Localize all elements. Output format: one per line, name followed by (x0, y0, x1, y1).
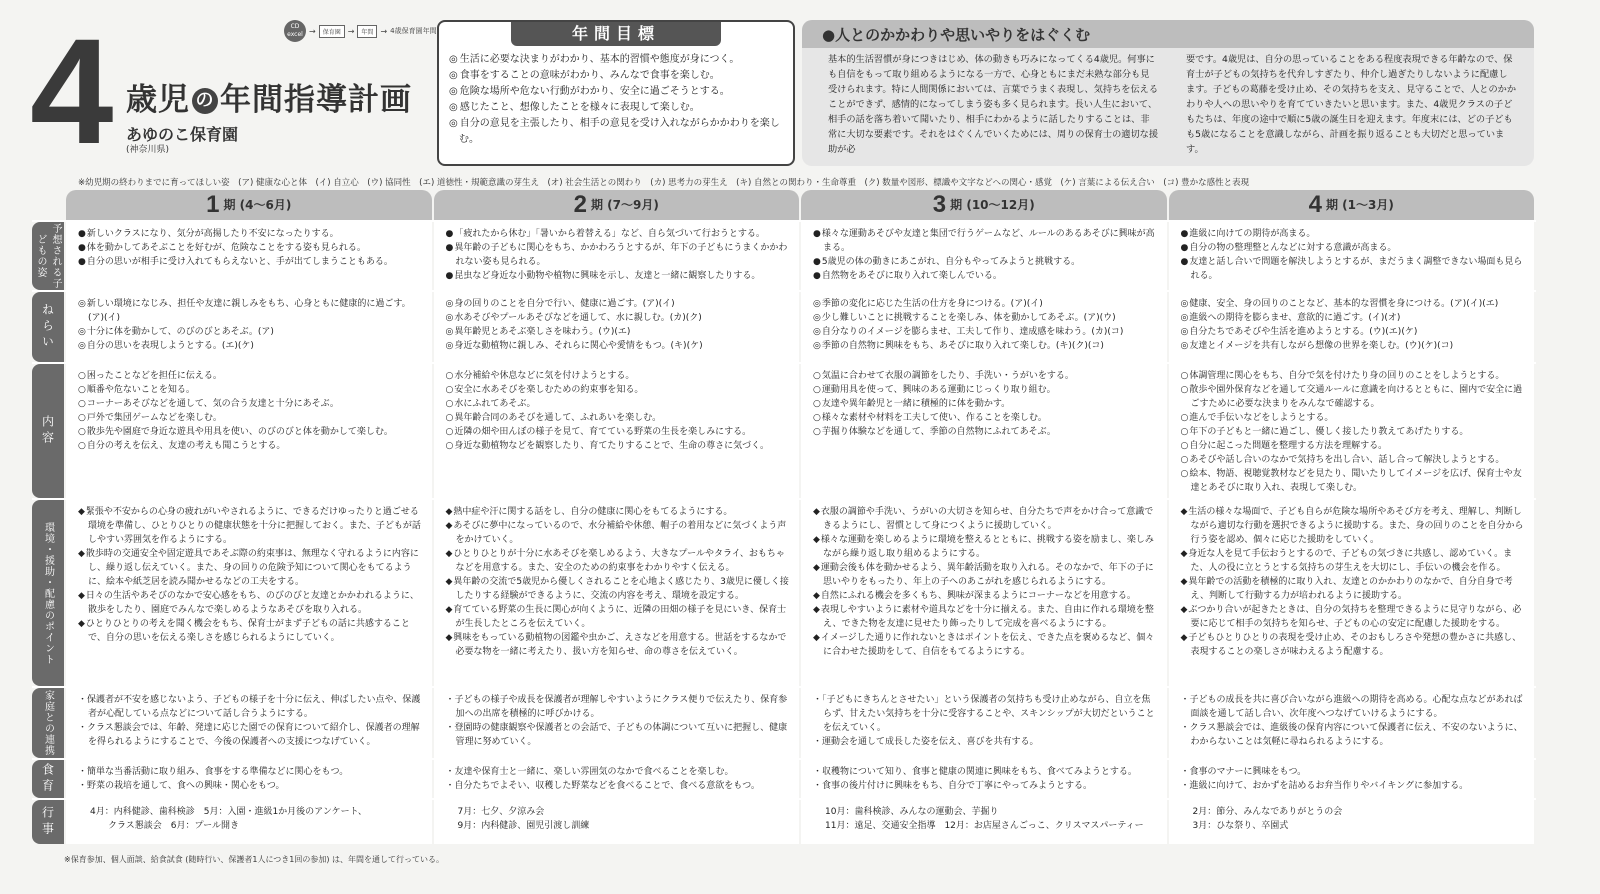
annual-goal-item: ◎ 自分の意見を主張したり、相手の意見を受け入れながらかかわりを楽しむ。 (459, 116, 783, 148)
cell-item: ◆ 異年齢での活動を積極的に取り入れ、友達とのかかわりのなかで、自分自身で考え、判断して行動する力が培われるように援助する。 (1181, 575, 1525, 603)
theme-box (802, 20, 1534, 166)
cell-yoso-phase-2 (434, 222, 800, 290)
annual-goal-item: ◎ 感じたこと、想像したことを様々に表現して楽しむ。 (459, 100, 783, 116)
cell-naiyo-phase-2 (434, 364, 800, 498)
phase-period: 期 (7〜9月) (591, 198, 659, 212)
cell-item: ◆ ひとりひとりの考えを聞く機会をもち、保育士がまず子どもの話に共感することで、自分の思いを伝える楽しさを感じられるようにしていく。 (78, 617, 422, 645)
cell-item: 11月：遠足、交通安全指導 12月：お店屋さんごっこ、クリスマスパーティー (825, 821, 1144, 831)
phase-period: 期 (1〜3月) (1326, 198, 1394, 212)
cell-shokuiku-phase-4 (1169, 760, 1535, 798)
cell-item: ◎ 季節の変化に応じた生活の仕方を身につける。(ア)(イ) (813, 297, 1157, 311)
theme-title: ●人とのかかわりや思いやりをはぐくむ (802, 20, 1534, 48)
cell-item: ○ 散歩や園外保育などを通して交通ルールに意識を向けるとともに、園内で安全に過ごすために必要な決まりをみんなで確認する。 (1181, 383, 1525, 411)
cell-item: 4月：内科健診、歯科検診 5月：入園・進級1か月後のアンケート、 (90, 807, 367, 817)
cell-item: ○ 異年齢合同のあそびを通して、ふれあいを楽しむ。 (446, 411, 790, 425)
arrow-icon: → (309, 26, 316, 36)
row-label: 内容 (32, 364, 64, 498)
file-name: 4歳保育園年間 (390, 27, 437, 35)
cell-naiyo-phase-4 (1169, 364, 1535, 498)
cell-item: ・ 保護者が不安を感じないよう、子どもの様子を十分に伝え、伸ばしたい点や、保護者が心配している点などについて話し合うようにする。 (78, 693, 422, 721)
cell-item: ● 体を動かしてあそぶことを好むが、危険なことをする姿も見られる。 (78, 241, 422, 255)
folder-icon: 年間 (357, 25, 377, 38)
theme-text-right: 要です。4歳児は、自分の思っていることをある程度表現できる年齢なので、保育士が子どもの気持ちを代弁しすぎたり、仲介し過ぎたりしないように配慮します。子どもの葛藤を受け止め、その気持ちを支え、見守ることで、人とのかかわりや人への思いやりを育てていきたいと思います。また、4歳児クラスの子どもたちは、年度の途中で順に5歳の誕生日を迎えます。年度末には、どの子どもも5歳になることを意識しながら、計画を振り返ることも大切だと思っています。 (1186, 54, 1517, 155)
annual-goals-list (439, 52, 793, 148)
cell-katei-phase-4 (1169, 688, 1535, 758)
cell-item: ・ クラス懇談会では、年齢、発達に応じた園での保育について紹介し、保護者の理解を得られるようにすることで、今後の保護者への支援につなげていく。 (78, 721, 422, 749)
cell-item: ◎ 身近な動植物に親しみ、それらに関心や愛情をもつ。(キ)(ケ) (446, 339, 790, 353)
row-aims (32, 290, 1536, 362)
cell-item: ○ 戸外で集団ゲームなどを楽しむ。 (78, 411, 422, 425)
cell-item: ◆ 熱中症や汗に関する話をし、自分の健康に関心をもてるようにする。 (446, 505, 790, 519)
cell-nerai-phase-1 (66, 292, 432, 362)
cell-item: 7月：七夕、夕涼み会 (457, 807, 545, 817)
cell-item: ・ 収穫物について知り、食事と健康の関連に興味をもち、食べてみようとする。 (813, 765, 1157, 779)
cell-item: ○ 順番や危ないことを知る。 (78, 383, 422, 397)
phase-number: 4 (1308, 191, 1322, 218)
cell-item: ・ 子どもの様子や成長を保護者が理解しやすいようにクラス便りで伝えたり、保育参加への出席を積極的に呼びかける。 (446, 693, 790, 721)
cell-item: 2月：節分、みんなでありがとうの会 (1192, 807, 1343, 817)
cell-item: ● 昆虫など身近な小動物や植物に興味を示し、友達と一緒に観察したりする。 (446, 269, 790, 283)
cell-item: 10月：歯科検診、みんなの運動会、芋掘り (825, 807, 999, 817)
file-path (284, 20, 437, 42)
row-label: 食育 (32, 760, 64, 798)
row-label: ねらい (32, 292, 64, 362)
cell-gyoji-phase-2 (434, 800, 800, 844)
cell-item: ・ 食事のマナーに興味をもつ。 (1181, 765, 1525, 779)
cell-item: ◎ 進級への期待を膨らませ、意欲的に過ごす。(イ)(オ) (1181, 311, 1525, 325)
cell-item: ◆ 様々な運動を楽しめるように環境を整えるとともに、挑戦する姿を励まし、楽しみながら繰り返し取り組めるようにする。 (813, 533, 1157, 561)
annual-goals-box (437, 20, 795, 166)
cell-item: ◎ 十分に体を動かして、のびのびとあそぶ。(ア) (78, 325, 422, 339)
cell-item: ・ 自分たちでよそい、収穫した野菜などを食べることで、食べる意欲をもつ。 (446, 779, 790, 793)
cell-item: ● 友達と話し合いで問題を解決しようとするが、まだうまく調整できない場面も見られる。 (1181, 255, 1525, 283)
cell-nerai-phase-2 (434, 292, 800, 362)
cell-item: ○ コーナーあそびなどを通して、気の合う友達と十分にあそぶ。 (78, 397, 422, 411)
cell-gyoji-phase-3 (801, 800, 1167, 844)
cell-shokuiku-phase-3 (801, 760, 1167, 798)
cell-item: ◆ 散歩時の交通安全や固定遊具であそぶ際の約束事は、無理なく守れるように内容にし、繰り返し伝えていく。また、身の回りの危険予知について関心をもてるように、絵本や紙芝居を読み聞かせるなどの工夫をする。 (78, 547, 422, 589)
cell-item: ○ 近隣の畑や田んぼの様子を見て、育てている野菜の生長を楽しみにする。 (446, 425, 790, 439)
cell-item: ・ 野菜の栽培を通して、食への興味・関心をもつ。 (78, 779, 422, 793)
cell-item: ○ 水にふれてあそぶ。 (446, 397, 790, 411)
cell-item: ○ 自分に起こった問題を整理する方法を理解する。 (1181, 439, 1525, 453)
cell-item: ○ 友達や異年齢児と一緒に積極的に体を動かす。 (813, 397, 1157, 411)
cell-item: ・ 子どもの成長を共に喜び合いながら進級への期待を高める。心配な点などがあれば面談を通して話し合い、次年度へつなげていけるようにする。 (1181, 693, 1525, 721)
cell-item: ◆ 身近な人を見て手伝おうとするので、子どもの気づきに共感し、認めていく。また、人の役に立とうとする気持ちの芽生えを大切にし、手伝いの機会を作る。 (1181, 547, 1525, 575)
cell-item: ◎ 健康、安全、身の回りのことなど、基本的な習慣を身につける。(ア)(イ)(エ) (1181, 297, 1525, 311)
theme-text-left: 基本的生活習慣が身につきはじめ、体の動きも巧みになってくる4歳児。何事にも自信をもって取り組めるようになる一方で、心身ともにまだ未熟な部分も見受けられます。特に人間関係においては、言葉でうまく表現し、気持ちを伝えることができず、感情的になってしまう姿も多く見られます。長い人生において、相手の話を落ち着いて聞いたり、相手にわかるように話したりすることは、非常に大切な要素です。それをはぐくんでいくためには、周りの保育士の適切な援助が必 (828, 54, 1159, 155)
cell-item: ○ 絵本、物語、視聴覚教材などを見たり、聞いたりしてイメージを広げ、保育士や友達とあそびに取り入れ、表現して楽しむ。 (1181, 467, 1525, 495)
cell-item: ● 5歳児の体の動きにあこがれ、自分もやってみようと挑戦する。 (813, 255, 1157, 269)
cell-item: ◆ 自然にふれる機会を多くもち、興味が深まるようにコーナーなどを用意する。 (813, 589, 1157, 603)
cell-item: ○ 身近な動植物などを観察したり、育てたりすることで、生命の尊さに気づく。 (446, 439, 790, 453)
phase-period: 期 (4〜6月) (223, 198, 292, 212)
cell-item: ・ 進級に向けて、おかずを詰めるお弁当作りやバイキングに参加する。 (1181, 779, 1525, 793)
cell-item: ● 様々な運動あそびや友達と集団で行うゲームなど、ルールのあるあそびに興味が高まる。 (813, 227, 1157, 255)
phase-header-2 (434, 190, 800, 220)
cell-katei-phase-1 (66, 688, 432, 758)
row-support-points (32, 498, 1536, 686)
cell-item: ・ 運動会を通して成長した姿を伝え、喜びを共有する。 (813, 735, 1157, 749)
age-number: 4 (30, 7, 114, 175)
cd-label: CD excel (287, 23, 303, 38)
title-main: 年間指導計画 (220, 82, 412, 118)
cell-item: ・ 登園時の健康観察や保護者との会話で、子どもの体調について互いに把握し、健康管理に努めていく。 (446, 721, 790, 749)
phase-number: 2 (573, 191, 587, 218)
cell-item: ◆ 日々の生活やあそびのなかで安心感をもち、のびのびと友達とかかわれるように、散歩をしたり、園庭でみんなで楽しめるようなあそびを取り入れる。 (78, 589, 422, 617)
row-label: 予想される子どもの姿 (32, 222, 64, 290)
row-label: 行事 (32, 800, 64, 844)
cell-nerai-phase-4 (1169, 292, 1535, 362)
page-title (126, 74, 412, 119)
cell-item: ○ 安全に水あそびを楽しむための約束事を知る。 (446, 383, 790, 397)
cell-item: ○ 進んで手伝いなどをしようとする。 (1181, 411, 1525, 425)
cd-icon (284, 20, 306, 42)
cell-item: ◆ イメージした通りに作れないときはポイントを伝え、できた点を褒めるなど、個々に合わせた援助をして、自信をもてるようにする。 (813, 631, 1157, 659)
cell-item: 3月：ひな祭り、卒園式 (1192, 821, 1289, 831)
cell-katei-phase-2 (434, 688, 800, 758)
cell-item: ○ 困ったことなどを担任に伝える。 (78, 369, 422, 383)
annual-goal-item: ◎ 危険な場所や危ない行動がわかり、安全に過ごそうとする。 (459, 84, 783, 100)
annual-goals-title: 年間目標 (511, 22, 721, 46)
folder-icon: 保育園 (319, 25, 345, 38)
cell-katei-phase-3 (801, 688, 1167, 758)
cell-item: ◎ 身の回りのことを自分で行い、健康に過ごす。(ア)(イ) (446, 297, 790, 311)
cell-item: ○ あそびや話し合いのなかで気持ちを出し合い、話し合って解決しようとする。 (1181, 453, 1525, 467)
cell-item: ◆ ぶつかり合いが起きたときは、自分の気持ちを整理できるように見守りながら、必要に応じて相手の気持ちを知らせ、子どもの心の安定に配慮した援助をする。 (1181, 603, 1525, 631)
cell-item: ◆ ひとりひとりが十分に水あそびを楽しめるよう、大きなプールやタライ、おもちゃなどを用意する。また、安全のための約束事をわかりやすく伝える。 (446, 547, 790, 575)
cell-item: ● 新しいクラスになり、気分が高揚したり不安になったりする。 (78, 227, 422, 241)
row-expected-child (32, 220, 1536, 290)
cell-yoso-phase-4 (1169, 222, 1535, 290)
row-content (32, 362, 1536, 498)
cell-item: ● 自分の思いが相手に受け入れてもらえないと、手が出てしまうこともある。 (78, 255, 422, 269)
cell-item: ● 異年齢の子どもに関心をもち、かかわろうとするが、年下の子どもにうまくかかわれない姿も見られる。 (446, 241, 790, 269)
cell-item: ◆ 興味をもっている動植物の図鑑や虫かご、えさなどを用意する。世話をするなかで必要な物を一緒に考えたり、扱い方を知らせ、命の尊さを伝えていく。 (446, 631, 790, 659)
arrow-icon: → (347, 26, 355, 36)
cell-item: ○ 様々な素材や材料を工夫して使い、作ることを楽しむ。 (813, 411, 1157, 425)
cell-shokuiku-phase-1 (66, 760, 432, 798)
cell-item: ◆ 育てている野菜の生長に関心が向くように、近隣の田畑の様子を見にいき、保育士が生長したところを伝えていく。 (446, 603, 790, 631)
cell-item: ◆ 子どもひとりひとりの表現を受け止め、そのおもしろさや発想の豊かさに共感し、表現することの楽しさが味わえるよう配慮する。 (1181, 631, 1525, 659)
row-events (32, 798, 1536, 844)
cell-item: ○ 水分補給や休息などに気を付けようとする。 (446, 369, 790, 383)
cell-naiyo-phase-3 (801, 364, 1167, 498)
cell-kankyo-phase-3 (801, 500, 1167, 686)
cell-item: ◎ 友達とイメージを共有しながら想像の世界を楽しむ。(ウ)(ケ)(コ) (1181, 339, 1525, 353)
cell-kankyo-phase-1 (66, 500, 432, 686)
row-label: 環境・援助・配慮のポイント (32, 500, 64, 686)
cell-naiyo-phase-1 (66, 364, 432, 498)
cell-item: ○ 芋掘り体験などを通して、季節の自然物にふれてあそぶ。 (813, 425, 1157, 439)
phase-header-4 (1169, 190, 1535, 220)
cell-kankyo-phase-2 (434, 500, 800, 686)
footnote: ※保育参加、個人面談、給食試食 (随時行い、保護者1人につき1回の参加) は、年間を通して行っている。 (64, 855, 445, 864)
cell-nerai-phase-3 (801, 292, 1167, 362)
cell-item: ◆ 運動会後も体を動かせるよう、異年齢活動を取り入れる。そのなかで、年下の子に思いやりをもったり、年上の子へのあこがれを感じられるようにする。 (813, 561, 1157, 589)
row-food-education (32, 758, 1536, 798)
annual-goal-item: ◎ 食事をすることの意味がわかり、みんなで食事を楽しむ。 (459, 68, 783, 84)
cell-yoso-phase-3 (801, 222, 1167, 290)
row-label: 家庭との連携 (32, 688, 64, 758)
phase-number: 3 (932, 191, 947, 218)
cell-shokuiku-phase-2 (434, 760, 800, 798)
cell-item: ○ 散歩先や園庭で身近な遊具や用具を使い、のびのびと体を動かして楽しむ。 (78, 425, 422, 439)
phase-period: 期 (10〜12月) (950, 198, 1035, 212)
title-age-suffix: 歳児 (126, 82, 190, 118)
cell-item: ○ 運動用具を使って、興味のある運動にじっくり取り組む。 (813, 383, 1157, 397)
cell-item: ・ 簡単な当番活動に取り組み、食事をする準備などに関心をもつ。 (78, 765, 422, 779)
plan-table (32, 190, 1536, 844)
cell-item: ◎ 水あそびやプールあそびなどを通して、水に親しむ。(カ)(ク) (446, 311, 790, 325)
cell-item: ・ 友達や保育士と一緒に、楽しい雰囲気のなかで食べることを楽しむ。 (446, 765, 790, 779)
cell-item: ◎ 自分の思いを表現しようとする。(エ)(ケ) (78, 339, 422, 353)
cell-item: ・ 食事の後片付けに興味をもち、自分で丁寧にやってみようとする。 (813, 779, 1157, 793)
cell-item: ◆ 緊張や不安からの心身の疲れがいやされるように、できるだけゆったりと過ごせる環境を準備し、ひとりひとりの健康状態を十分に把握しておく。また、子どもが話しやすい雰囲気を作るようにする。 (78, 505, 422, 547)
arrow-icon: → (380, 26, 388, 36)
cell-gyoji-phase-4 (1169, 800, 1535, 844)
annual-goal-item: ◎ 生活に必要な決まりがわかり、基本的習慣や態度が身につく。 (459, 52, 783, 68)
title-no-badge: の (192, 88, 218, 114)
phase-header-1 (66, 190, 432, 220)
cell-item: ◆ 衣服の調節や手洗い、うがいの大切さを知らせ、自分たちで声をかけ合って意識できるようにし、習慣として身につくように援助していく。 (813, 505, 1157, 533)
cell-item: ◎ 異年齢児とあそぶ楽しさを味わう。(ウ)(エ) (446, 325, 790, 339)
cell-item: ● 自然物をあそびに取り入れて楽しんでいる。 (813, 269, 1157, 283)
cell-item: ◆ 表現しやすいように素材や道具などを十分に揃える。また、自由に作れる環境を整え、できた物を友達に見せたり飾ったりして完成を喜べるようにする。 (813, 603, 1157, 631)
cell-item: ◎ 少し難しいことに挑戦することを楽しみ、体を動かしてあそぶ。(ア)(ウ) (813, 311, 1157, 325)
cell-item: ◎ 新しい環境になじみ、担任や友達に親しみをもち、心身ともに健康的に過ごす。(ア)(イ) (78, 297, 422, 325)
prefecture: (神奈川県) (126, 145, 170, 155)
cell-item: ● 進級に向けての期待が高まる。 (1181, 227, 1525, 241)
cell-item: ◎ 自分なりのイメージを膨らませ、工夫して作り、達成感を味わう。(カ)(コ) (813, 325, 1157, 339)
cell-item: ● 「疲れたから休む」「暑いから着替える」など、自ら気づいて行おうとする。 (446, 227, 790, 241)
row-family (32, 686, 1536, 758)
cell-gyoji-phase-1 (66, 800, 432, 844)
cell-item: ○ 体調管理に関心をもち、自分で気を付けたり身の回りのことをしようとする。 (1181, 369, 1525, 383)
cell-item: ◆ あそびに夢中になっているので、水分補給や休憩、帽子の着用などに気づくよう声をかけていく。 (446, 519, 790, 547)
cell-kankyo-phase-4 (1169, 500, 1535, 686)
phase-number: 1 (206, 191, 220, 218)
cell-item: ● 自分の物の整理整とんなどに対する意識が高まる。 (1181, 241, 1525, 255)
cell-item: ・ クラス懇談会では、進級後の保育内容について保護者に伝え、不安のないように、わからないことは気軽に尋ねられるようにする。 (1181, 721, 1525, 749)
cell-item: ◎ 季節の自然物に興味をもち、あそびに取り入れて楽しむ。(キ)(ク)(コ) (813, 339, 1157, 353)
cell-item: ◆ 生活の様々な場面で、子ども自らが危険な場所やあそび方を考え、理解し、判断しながら適切な行動を選択できるように援助する。また、身の回りのことを自分から行う姿を認め、個々に応じた援助をしていく。 (1181, 505, 1525, 547)
cell-item: 9月：内科健診、園児引渡し訓練 (457, 821, 590, 831)
cell-yoso-phase-1 (66, 222, 432, 290)
cell-item: ◎ 自分たちであそびや生活を進めようとする。(ウ)(エ)(ケ) (1181, 325, 1525, 339)
legend-note: ※幼児期の終わりまでに育ってほしい姿 (ア) 健康な心と体 (イ) 自立心 (ウ) 協同性 (エ) 道徳性・規範意識の芽生え (オ) 社会生活との関わり (カ) 思考力の芽生え (キ) 自然との関わり・生命尊重 (ク) 数量や図形、標識や文字などへの関心・感覚 (ケ) 言葉による伝え合い (コ) 豊かな感性と表現 (78, 178, 1250, 188)
cell-item: ◆ 異年齢の交流で5歳児から優しくされることを心地よく感じたり、3歳児に優しく接したりする経験ができるように、交流の内容を考え、環境を設定する。 (446, 575, 790, 603)
phase-header-row (66, 190, 1536, 220)
school-name: あゆのこ保育園 (126, 125, 239, 144)
phase-header-3 (801, 190, 1167, 220)
cell-item: クラス懇談会 6月：プール開き (90, 821, 240, 831)
cell-item: ○ 自分の考えを伝え、友達の考えも聞こうとする。 (78, 439, 422, 453)
cell-item: ・ 「子どもにきちんとさせたい」という保護者の気持ちも受け止めながら、自立を焦らず、甘えたい気持ちを十分に受容することや、スキンシップが大切だということを伝えていく。 (813, 693, 1157, 735)
cell-item: ○ 気温に合わせて衣服の調節をしたり、手洗い・うがいをする。 (813, 369, 1157, 383)
cell-item: ○ 年下の子どもと一緒に過ごし、優しく接したり教えてあげたりする。 (1181, 425, 1525, 439)
